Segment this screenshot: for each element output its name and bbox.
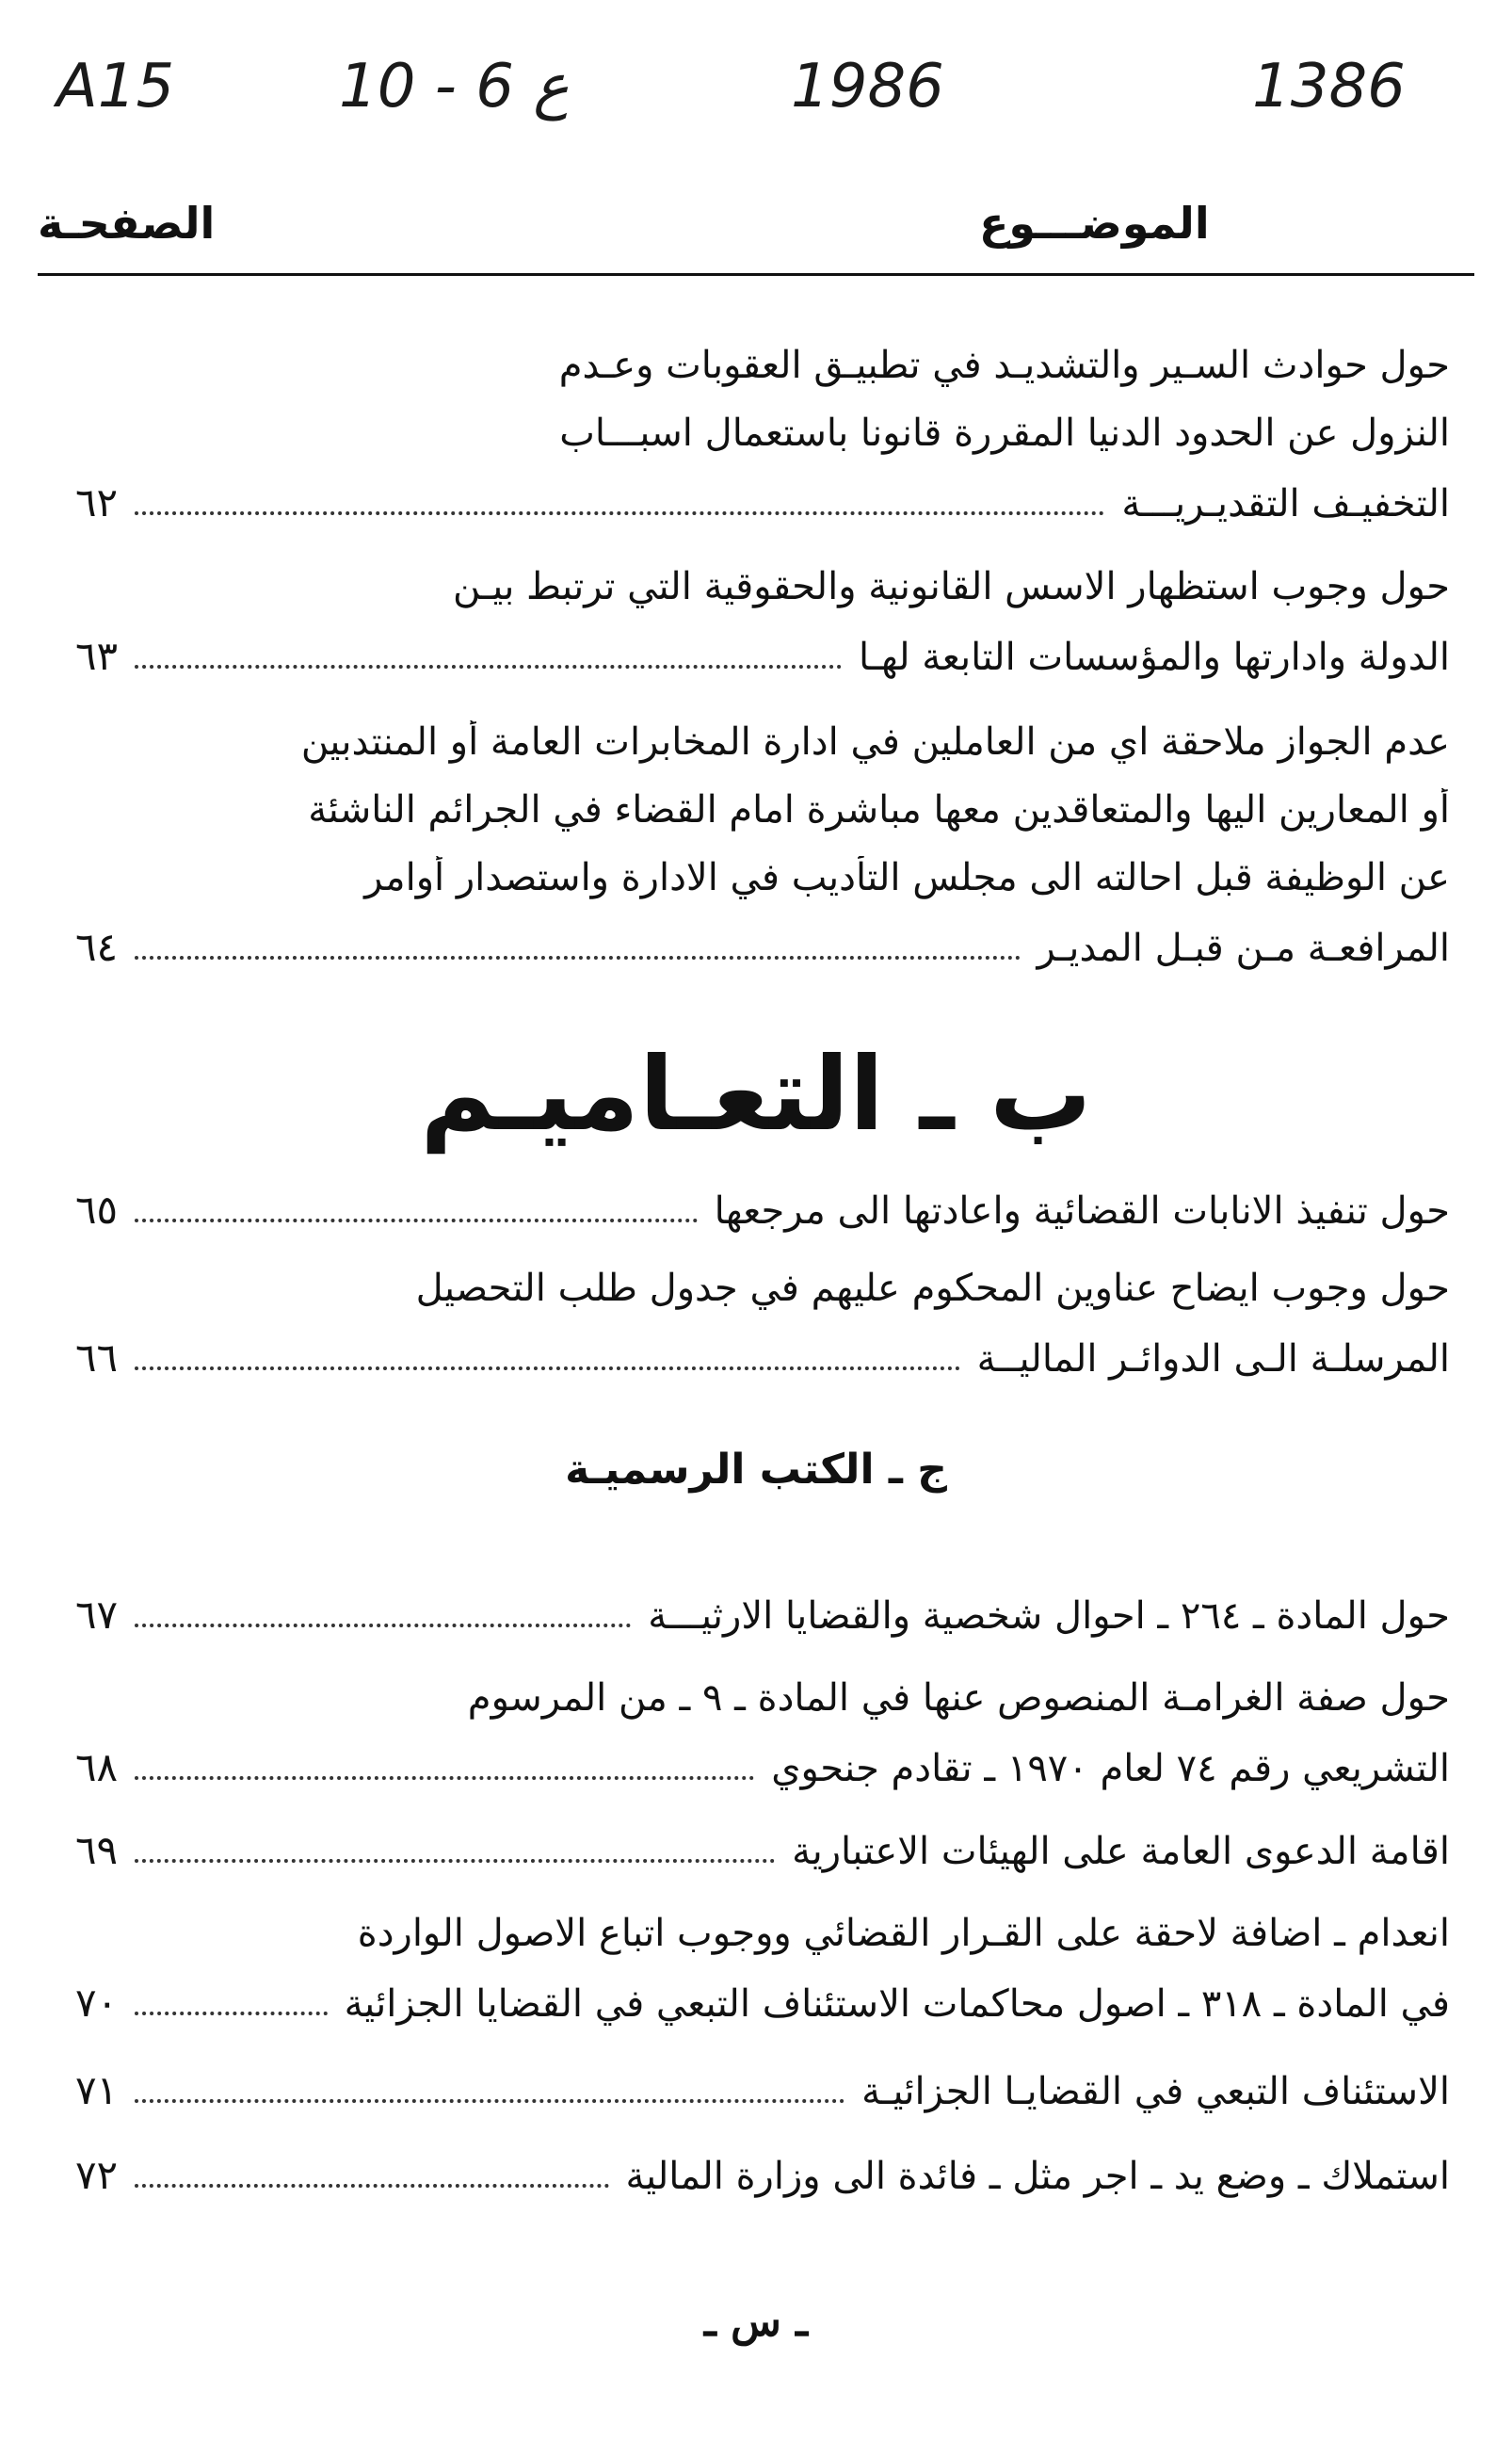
- toc-page-number: ٦٧: [75, 1592, 119, 1638]
- toc-entry-text: التخفيـف التقديـريـــة: [1121, 482, 1450, 525]
- toc-entry: [75, 1912, 1450, 2047]
- leader-dots: [135, 2099, 844, 2103]
- toc-entry: [75, 565, 1450, 701]
- toc-entry: [75, 2152, 1450, 2220]
- toc-entry-text: استملاك ـ وضع يد ـ اجر مثل ـ فائدة الى وزارة المالية: [625, 2155, 1450, 2198]
- toc-entry-text: المرسلـة الـى الدوائـر الماليــة: [976, 1337, 1450, 1381]
- toc-entry: [75, 1592, 1450, 1659]
- section-heading-b: ب ـ التعـاميـم: [420, 1036, 1092, 1154]
- toc-entry: [75, 1187, 1450, 1254]
- toc-entry-text: الاستئناف التبعي في القضايـا الجزائيـة: [861, 2070, 1450, 2113]
- toc-page-number: ٦٩: [75, 1827, 119, 1873]
- handwritten-note-2: 10 - 6 ع: [339, 52, 570, 121]
- handwritten-note-1: A15: [56, 52, 175, 121]
- handwritten-note-4: 1386: [1252, 52, 1406, 121]
- toc-entry-text: عن الوظيفة قبل احالته الى مجلس التأديب في الادارة واستصدار أوامر: [364, 856, 1450, 899]
- toc-entry-text: حول المادة ـ ٢٦٤ ـ احوال شخصية والقضايا الارثيـــة: [648, 1594, 1450, 1638]
- leader-dots: [135, 2184, 608, 2188]
- toc-entry-text: في المادة ـ ٣١٨ ـ اصول محاكمات الاستئناف التبعي في القضايا الجزائية: [344, 1982, 1450, 2026]
- toc-entry-text: أو المعارين اليها والمتعاقدين معها مباشرة امام القضاء في الجرائم الناشئة: [308, 788, 1450, 832]
- toc-page-number: ٧٠: [75, 1980, 119, 2026]
- toc-entry: [75, 720, 1450, 992]
- leader-dots: [135, 1219, 698, 1222]
- toc-entry-text: المرافعـة مـن قبـل المديـر: [1037, 927, 1450, 970]
- toc-entry-text: التشريعي رقم ٧٤ لعام ١٩٧٠ ـ تقادم جنحوي: [771, 1747, 1450, 1790]
- header-topic-label: الموضـــوع: [979, 198, 1210, 249]
- toc-entry-text: حول صفة الغرامـة المنصوص عنها في المادة ـ ٩ ـ من المرسوم: [467, 1676, 1450, 1720]
- toc-entry: [75, 2067, 1450, 2135]
- toc-entry-text: انعدام ـ اضافة لاحقة على القـرار القضائي ووجوب اتباع الاصول الواردة: [357, 1912, 1450, 1955]
- leader-dots: [135, 2012, 327, 2015]
- leader-dots: [135, 1624, 631, 1627]
- leader-dots: [135, 1859, 775, 1863]
- toc-entry-text: حول وجوب ايضاح عناوين المحكوم عليهم في جدول طلب التحصيل: [415, 1267, 1450, 1310]
- toc-entry: [75, 1827, 1450, 1895]
- toc-page-number: ٧٢: [75, 2152, 119, 2198]
- handwritten-note-3: 1986: [791, 52, 944, 121]
- toc-page-number: ٦٦: [75, 1334, 119, 1381]
- toc-page-number: ٦٤: [75, 924, 119, 970]
- toc-entry-text: حول تنفيذ الانابات القضائية واعادتها الى مرجعها: [714, 1189, 1450, 1233]
- toc-entry-text: النزول عن الحدود الدنيا المقررة قانونا باستعمال اسبـــاب: [559, 412, 1450, 455]
- leader-dots: [135, 511, 1104, 515]
- toc-entry-text: الدولة وادارتها والمؤسسات التابعة لهـا: [859, 636, 1450, 679]
- toc-page-number: ٧١: [75, 2067, 119, 2113]
- toc-entry-text: عدم الجواز ملاحقة اي من العاملين في ادارة المخابرات العامة أو المنتدبين: [300, 720, 1450, 764]
- toc-entry: [75, 1676, 1450, 1812]
- leader-dots: [135, 956, 1020, 960]
- toc-page-number: ٦٣: [75, 633, 119, 679]
- toc-entry: [75, 344, 1450, 547]
- header-page-label: الصفحـة: [38, 198, 216, 249]
- toc-page-number: ٦٨: [75, 1744, 119, 1790]
- leader-dots: [135, 1776, 754, 1780]
- leader-dots: [135, 665, 842, 669]
- toc-entry-text: حول حوادث السـير والتشديـد في تطبيـق العقوبات وعـدم: [558, 344, 1450, 387]
- toc-entry: [75, 1267, 1450, 1402]
- page-footer-number: ـ س ـ: [703, 2298, 809, 2346]
- toc-entry-text: حول وجوب استظهار الاسس القانونية والحقوقية التي ترتبط بيـن: [452, 565, 1450, 608]
- section-heading-c: ج ـ الكتب الرسميـة: [565, 1446, 947, 1494]
- header-rule: [38, 273, 1474, 276]
- toc-entry-text: اقامة الدعوى العامة على الهيئات الاعتبارية: [792, 1830, 1450, 1873]
- leader-dots: [135, 1366, 960, 1370]
- toc-page-number: ٦٢: [75, 479, 119, 525]
- toc-page-number: ٦٥: [75, 1187, 119, 1233]
